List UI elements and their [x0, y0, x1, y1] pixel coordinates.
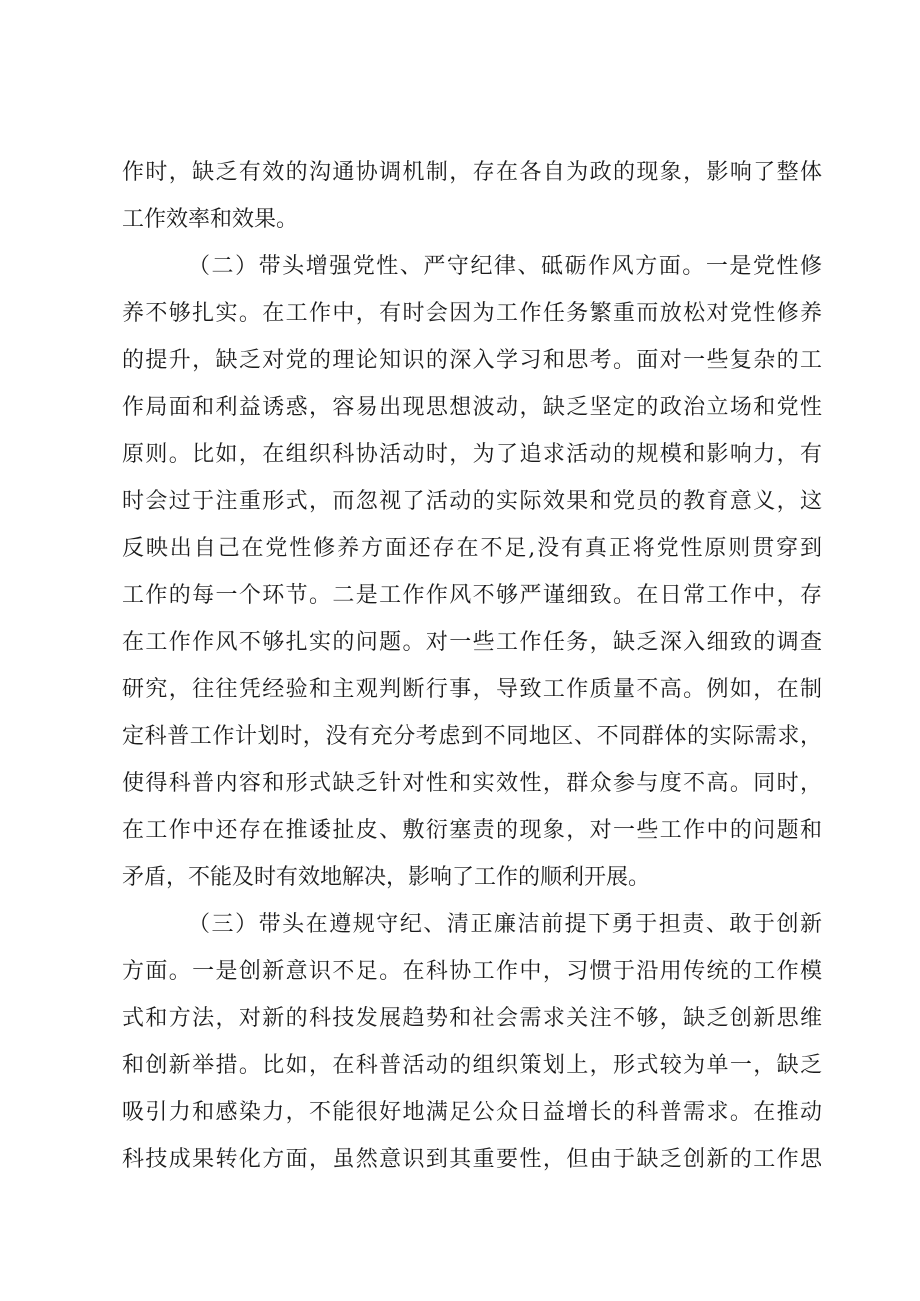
text-line: 作时，缺乏有效的沟通协调机制，存在各自为政的现象，影响了整体 [122, 160, 822, 185]
paragraph-2 [122, 243, 822, 901]
text-line: 的提升，缺乏对党的理论知识的深入学习和思考。面对一些复杂的工 [122, 348, 822, 373]
text-line: （三）带头在遵规守纪、清正廉洁前提下勇于担责、敢于创新 [188, 912, 822, 937]
text-line: 科技成果转化方面，虽然意识到其重要性，但由于缺乏创新的工作思 [122, 1147, 822, 1172]
document-body [122, 149, 822, 1183]
text-line: 作局面和利益诱惑，容易出现思想波动，缺乏坚定的政治立场和党性 [122, 395, 822, 420]
paragraph-3 [122, 901, 822, 1183]
text-line: 在工作作风不够扎实的问题。对一些工作任务，缺乏深入细致的调查 [122, 630, 822, 655]
text-line: 和创新举措。比如，在科普活动的组织策划上，形式较为单一，缺乏 [122, 1053, 822, 1078]
text-line: 矛盾，不能及时有效地解决，影响了工作的顺利开展。 [122, 865, 651, 890]
text-line: 吸引力和感染力，不能很好地满足公众日益增长的科普需求。在推动 [122, 1100, 822, 1125]
text-line: 工作的每一个环节。二是工作作风不够严谨细致。在日常工作中，存 [122, 583, 822, 608]
text-line: 方面。一是创新意识不足。在科协工作中，习惯于沿用传统的工作模 [122, 959, 822, 984]
text-line: 时会过于注重形式，而忽视了活动的实际效果和党员的教育意义，这 [122, 489, 822, 514]
text-line: 养不够扎实。在工作中，有时会因为工作任务繁重而放松对党性修养 [122, 301, 822, 326]
text-line: 式和方法，对新的科技发展趋势和社会需求关注不够，缺乏创新思维 [122, 1006, 822, 1031]
text-line: 研究，往往凭经验和主观判断行事，导致工作质量不高。例如，在制 [122, 677, 822, 702]
text-line: 工作效率和效果。 [122, 207, 299, 232]
text-line: 在工作中还存在推诿扯皮、敷衍塞责的现象，对一些工作中的问题和 [122, 818, 822, 843]
paragraph-1 [122, 149, 822, 243]
text-line: 使得科普内容和形式缺乏针对性和实效性，群众参与度不高。同时， [122, 771, 822, 796]
text-line: 反映出自己在党性修养方面还存在不足,没有真正将党性原则贯穿到 [122, 536, 822, 561]
text-line: 定科普工作计划时，没有充分考虑到不同地区、不同群体的实际需求， [122, 724, 822, 749]
text-line: 原则。比如，在组织科协活动时，为了追求活动的规模和影响力，有 [122, 442, 822, 467]
text-line: （二）带头增强党性、严守纪律、砥砺作风方面。一是党性修 [188, 254, 822, 279]
